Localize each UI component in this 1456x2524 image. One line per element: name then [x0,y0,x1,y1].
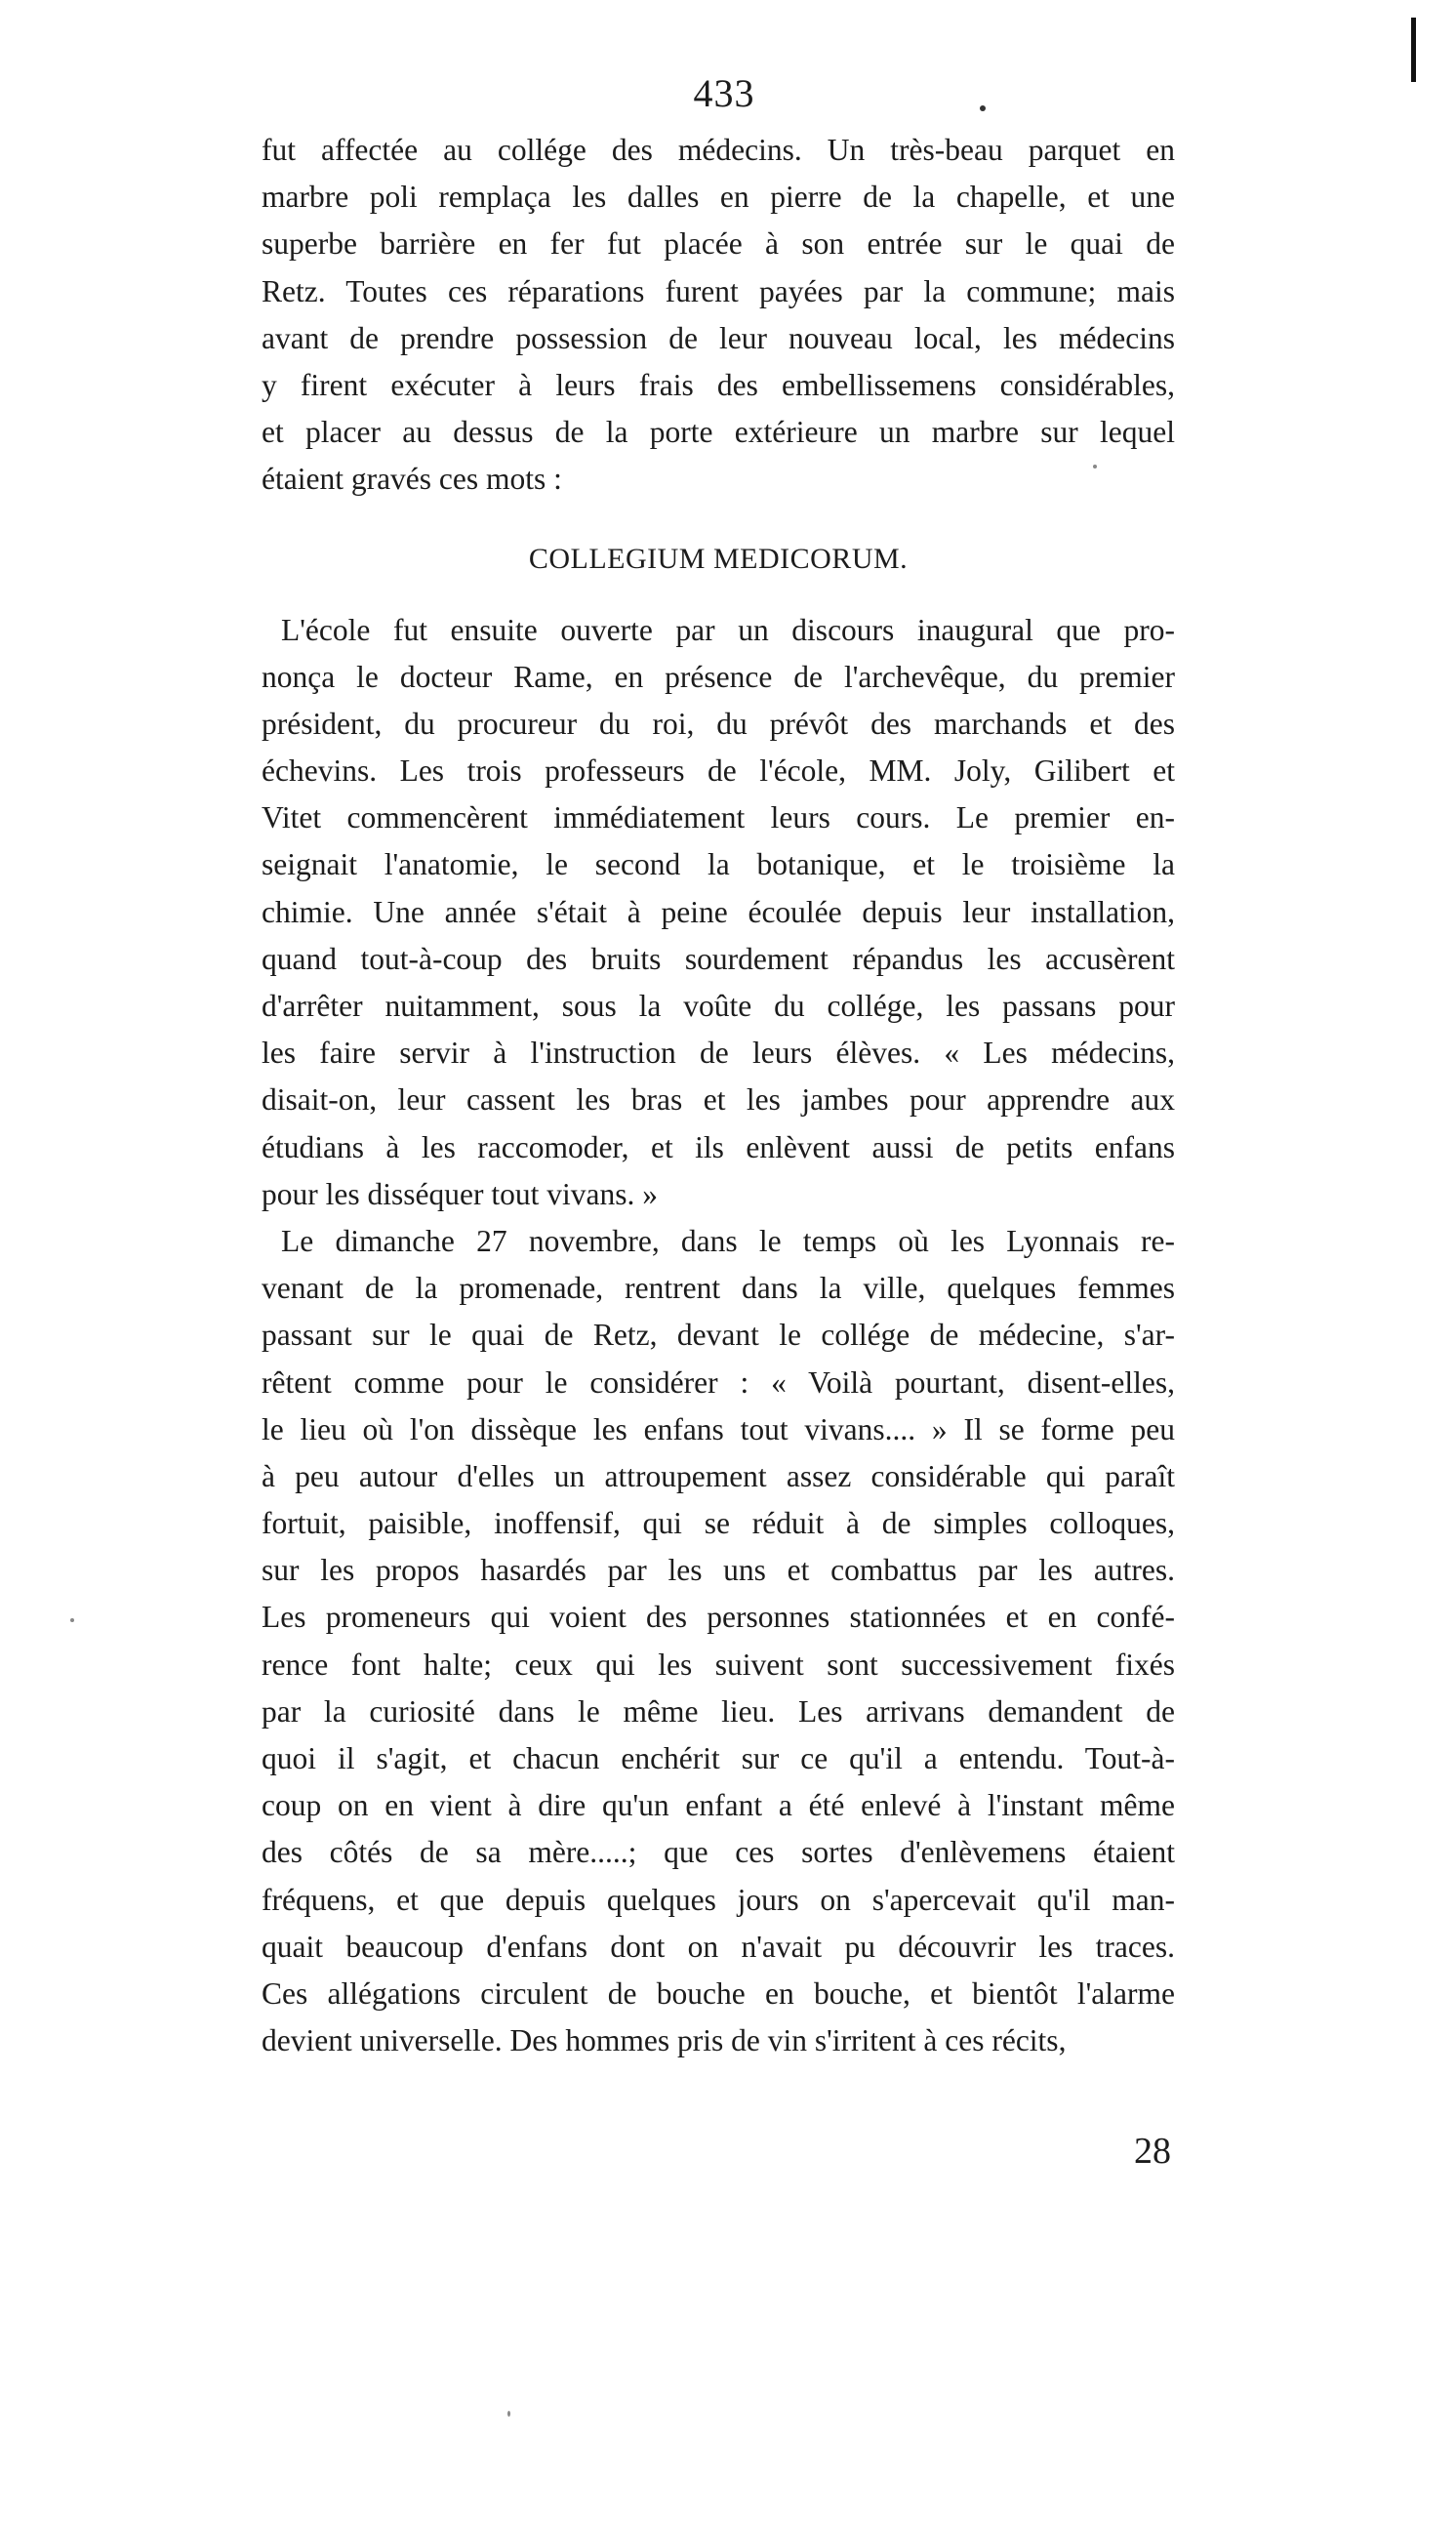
text-line: Retz. Toutes ces réparations furent payées par la commune; mais [262,273,1175,308]
text-line: disait-on, leur cassent les bras et les jambes pour apprendre aux [262,1082,1175,1118]
text-line: Les promeneurs qui voient des personnes stationnées et en confé- [262,1600,1175,1635]
text-line: d'arrêter nuitamment, sous la voûte du collége, les passans pour [262,989,1175,1023]
text-line: échevins. Les trois professeurs de l'école, MM. Joly, Gilibert et [262,753,1175,789]
text-line: sur les propos hasardés par les uns et combattus par les autres. [262,1553,1175,1588]
text-line: Vitet commencèrent immédiatement leurs cours. Le premier en- [262,800,1175,835]
text-line: étaient gravés ces mots : [262,462,562,497]
text-line: rêtent comme pour le considérer : « Voilà pourtant, disent-elles, [262,1364,1175,1400]
text-line: président, du procureur du roi, du prévôt des marchands et des [262,706,1175,741]
text-line: venant de la promenade, rentrent dans la ville, quelques femmes [262,1271,1175,1306]
text-line: seignait l'anatomie, le second la botanique, et le troisième la [262,847,1175,882]
scan-speck [70,1618,74,1622]
text-line: pour les disséquer tout vivans. » [262,1176,658,1211]
text-line: devient universelle. Des hommes pris de vin s'irritent à ces récits, [262,2023,1067,2058]
text-line: superbe barrière en fer fut placée à son entrée sur le quai de [262,226,1175,262]
paragraph-2 [262,607,1175,1218]
text-line: chimie. Une année s'était à peine écoulée depuis leur installation, [262,894,1175,929]
scan-speck [507,2411,510,2417]
page-text [262,127,1175,2064]
text-line: et placer au dessus de la porte extérieure un marbre sur lequel [262,415,1175,450]
text-line: à peu autour d'elles un attroupement assez considérable qui paraît [262,1458,1175,1493]
text-line: marbre poli remplaça les dalles en pierre de la chapelle, et une [262,180,1175,215]
text-line: L'école fut ensuite ouverte par un discours inaugural que pro- [281,612,1175,647]
text-line: les faire servir à l'instruction de leurs élèves. « Les médecins, [262,1036,1175,1071]
text-line: fut affectée au collége des médecins. Un très-beau parquet en [262,133,1175,167]
text-line: avant de prendre possession de leur nouveau local, les médecins [262,320,1175,355]
text-line: étudians à les raccomoder, et ils enlèvent aussi de petits enfans [262,1129,1175,1164]
text-line: coup on en vient à dire qu'un enfant a été enlevé à l'instant même [262,1788,1175,1823]
margin-bar-mark [1411,18,1416,82]
paragraph-1 [262,127,1175,504]
text-line: rence font halte; ceux qui les suivent sont successivement fixés [262,1647,1175,1682]
signature-mark: 28 [1134,2131,1171,2172]
paragraph-3 [262,1218,1175,2064]
text-line: Le dimanche 27 novembre, dans le temps où les Lyonnais re- [281,1223,1175,1258]
text-line: nonça le docteur Rame, en présence de l'archevêque, du premier [262,659,1175,694]
page-number: 433 [693,71,755,115]
scan-speck [980,105,986,111]
text-line: des côtés de sa mère.....; que ces sortes d'enlèvemens étaient [262,1835,1175,1870]
text-line: quoi il s'agit, et chacun enchérit sur ce qu'il a entendu. Tout-à- [262,1741,1175,1775]
scan-speck [1093,465,1097,468]
text-line: Ces allégations circulent de bouche en bouche, et bientôt l'alarme [262,1975,1175,2011]
text-line: le lieu où l'on dissèque les enfans tout vivans.... » Il se forme peu [262,1411,1175,1446]
text-line: par la curiosité dans le même lieu. Les arrivans demandent de [262,1693,1175,1729]
text-line: passant sur le quai de Retz, devant le collége de médecine, s'ar- [262,1318,1175,1353]
text-line: y firent exécuter à leurs frais des embellissemens considérables, [262,367,1175,402]
text-line: quait beaucoup d'enfans dont on n'avait pu découvrir les traces. [262,1929,1175,1964]
text-line: fréquens, et que depuis quelques jours on s'apercevait qu'il man- [262,1882,1175,1917]
text-line: fortuit, paisible, inoffensif, qui se réduit à de simples colloques, [262,1506,1175,1541]
text-line: quand tout-à-coup des bruits sourdement répandus les accusèrent [262,941,1175,976]
inscription-heading: COLLEGIUM MEDICORUM. [528,542,909,575]
